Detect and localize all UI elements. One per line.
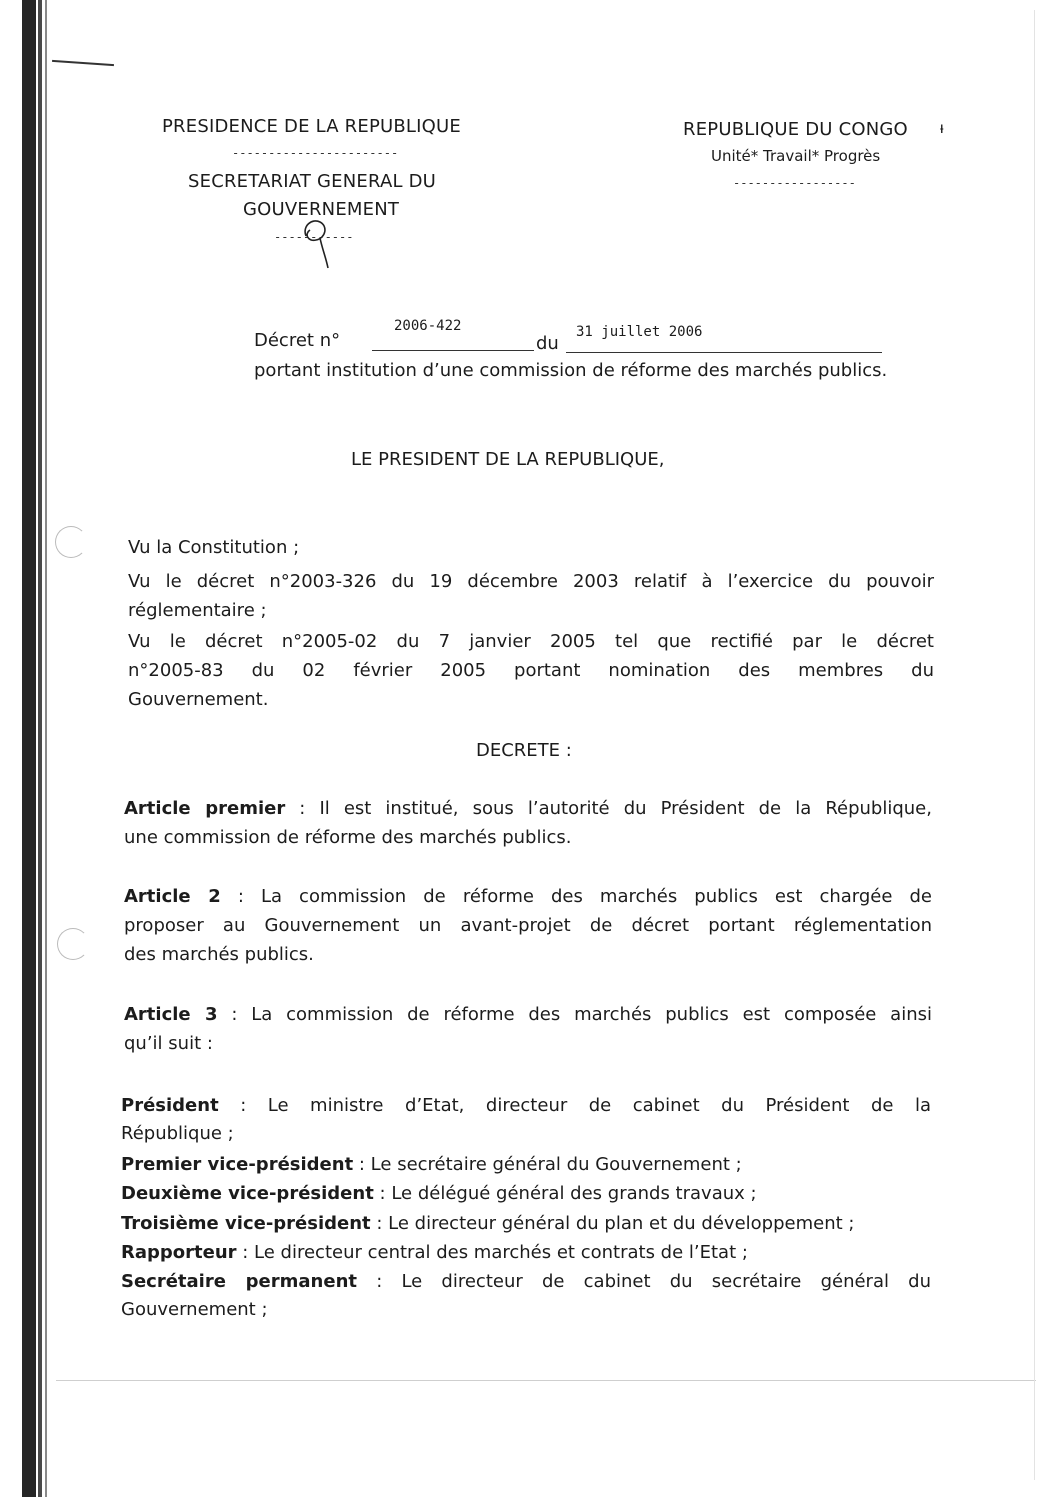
header-motto: Unité* Travail* Progrès	[711, 147, 881, 165]
decree-date-rule	[566, 352, 882, 353]
article-3	[124, 1000, 932, 1058]
decree-du-label: du	[536, 333, 559, 354]
visa-line: Gouvernement.	[128, 689, 269, 710]
member-role: Deuxième vice-président	[121, 1183, 374, 1204]
article-1	[124, 794, 932, 852]
member-role: Rapporteur	[121, 1242, 237, 1263]
article-3-text: : La commission de réforme des marchés publics est composée ainsi	[217, 1004, 932, 1025]
member-secretaire-cont: Gouvernement ;	[121, 1299, 268, 1320]
visa-line: Vu le décret n°2005-02 du 7 janvier 2005 tel que rectifié par le décret	[128, 631, 934, 652]
scan-edge-line	[1034, 10, 1035, 1480]
member-rapporteur	[121, 1239, 931, 1267]
scan-margin-bar	[45, 0, 47, 1497]
member-president	[121, 1092, 931, 1120]
scan-margin-bar	[38, 0, 42, 1497]
member-desc: : Le directeur de cabinet du secrétaire général du	[357, 1271, 932, 1292]
header-separator: -----------	[274, 230, 354, 244]
article-2-text: des marchés publics.	[124, 944, 314, 965]
visa-line: n°2005-83 du 02 février 2005 portant nomination des membres du	[128, 660, 934, 681]
header-gouvernement: GOUVERNEMENT	[243, 199, 400, 220]
member-president-cont: République ;	[121, 1123, 234, 1144]
article-2-text: proposer au Gouvernement un avant-projet de décret portant réglementation	[124, 915, 932, 936]
decree-number: 2006-422	[394, 318, 462, 334]
scan-mark	[52, 60, 114, 66]
visa-constitution: Vu la Constitution ;	[128, 537, 300, 558]
member-desc: : Le secrétaire général du Gouvernement ;	[353, 1154, 742, 1175]
decree-prefix: Décret n°	[254, 330, 341, 351]
member-vp1	[121, 1151, 931, 1179]
article-2-text: : La commission de réforme des marchés publics est chargée de	[220, 886, 932, 907]
decree-subject: portant institution d’une commission de réforme des marchés publics.	[254, 360, 888, 381]
visa-line: Vu le décret n°2003-326 du 19 décembre 2003 relatif à l’exercice du pouvoir	[128, 571, 934, 592]
article-2	[124, 882, 932, 969]
scan-margin-bar	[22, 0, 36, 1497]
header-separator: -----------------------	[232, 146, 399, 160]
member-desc: : Le ministre d’Etat, directeur de cabinet du Président de la	[218, 1095, 931, 1116]
article-1-label: Article premier	[124, 798, 286, 819]
article-1-text: : Il est institué, sous l’autorité du Président de la République,	[285, 798, 932, 819]
member-desc: : Le directeur général du plan et du développement ;	[370, 1213, 855, 1234]
visa-decret-2005	[128, 627, 934, 714]
article-3-text: qu’il suit :	[124, 1033, 213, 1054]
scan-mark: ᵼ	[940, 118, 944, 137]
visa-line: réglementaire ;	[128, 600, 267, 621]
member-secretaire	[121, 1268, 931, 1296]
member-desc: : Le directeur central des marchés et contrats de l’Etat ;	[236, 1242, 748, 1263]
header-presidence: PRESIDENCE DE LA REPUBLIQUE	[162, 116, 461, 137]
decree-number-rule	[372, 350, 534, 351]
article-1-text: une commission de réforme des marchés publics.	[124, 827, 572, 848]
scan-fold-line	[56, 1380, 1036, 1381]
punch-hole	[55, 526, 87, 558]
member-desc: : Le délégué général des grands travaux ;	[373, 1183, 757, 1204]
punch-hole	[57, 928, 89, 960]
header-country: REPUBLIQUE DU CONGO	[683, 119, 908, 140]
handwritten-initials	[298, 208, 338, 270]
decree-date: 31 juillet 2006	[576, 324, 703, 340]
member-vp2	[121, 1180, 931, 1208]
header-secretariat: SECRETARIAT GENERAL DU	[188, 171, 437, 192]
member-role: Secrétaire permanent	[121, 1271, 357, 1292]
article-3-label: Article 3	[124, 1004, 218, 1025]
member-role: Premier vice-président	[121, 1154, 354, 1175]
authority-heading: LE PRESIDENT DE LA REPUBLIQUE,	[351, 449, 665, 470]
decrete-heading: DECRETE :	[476, 740, 572, 761]
visa-decret-2003	[128, 567, 934, 625]
header-separator: -----------------	[733, 176, 856, 190]
article-2-label: Article 2	[124, 886, 221, 907]
member-role: Président	[121, 1095, 219, 1116]
member-vp3	[121, 1210, 931, 1238]
member-role: Troisième vice-président	[121, 1213, 371, 1234]
